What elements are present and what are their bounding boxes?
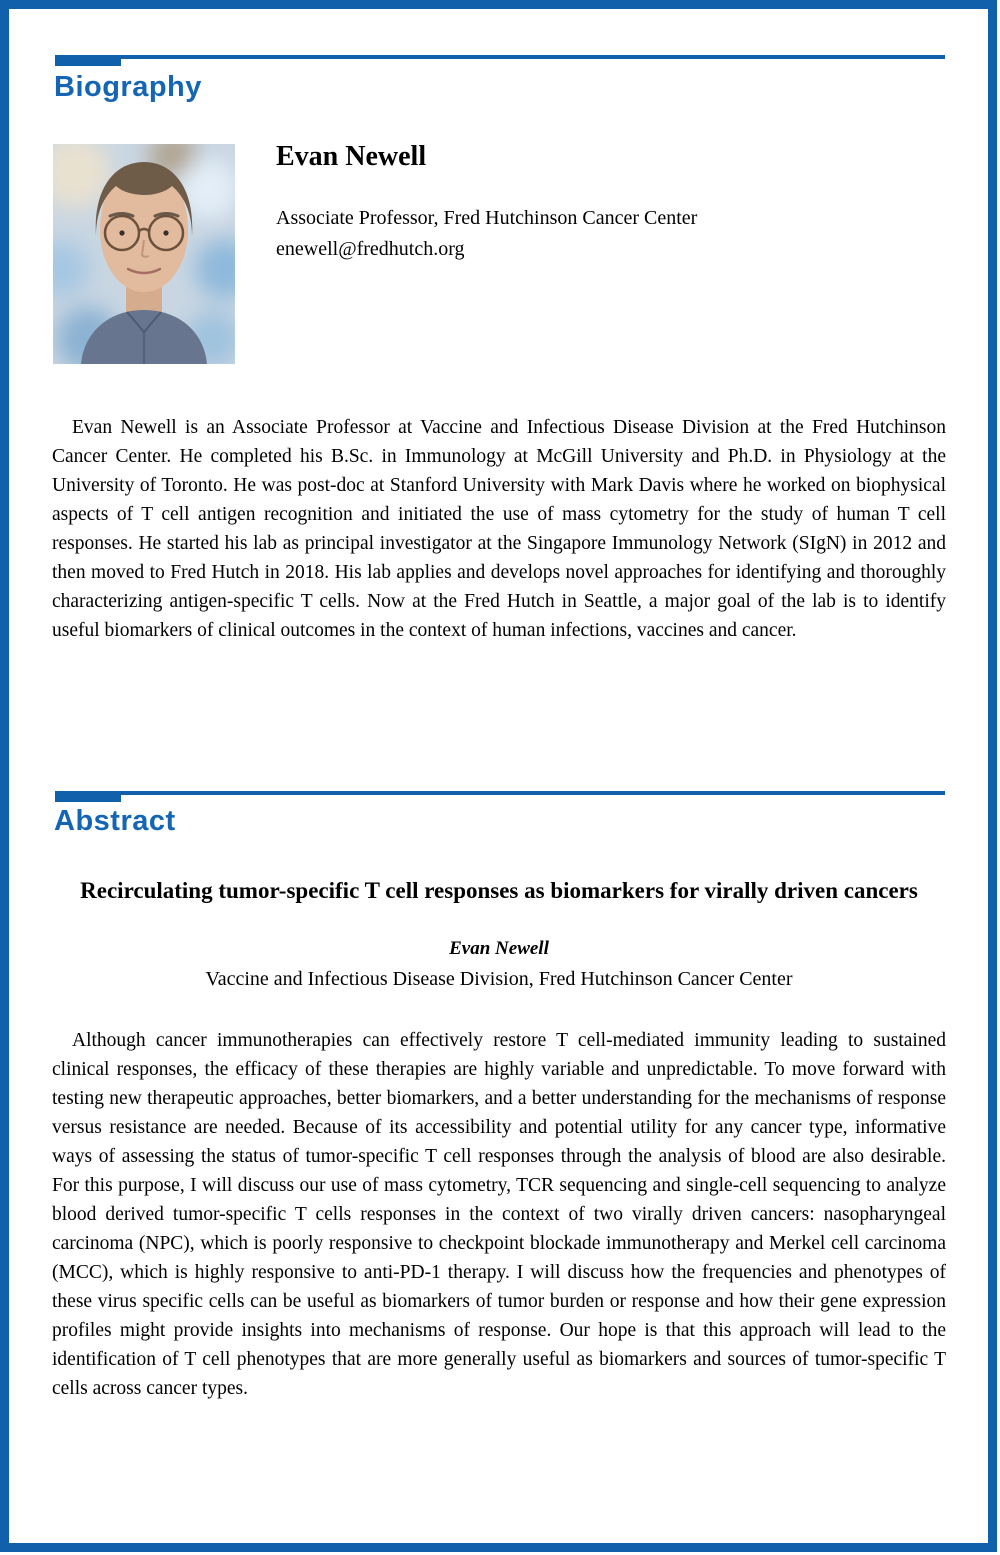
biography-text: Evan Newell is an Associate Professor at Vaccine and Infectious Disease Division at the Fred Hutchinson Cancer Center. He completed his B.Sc. in Immunology at McGill University and Ph.D. in Physiology at the University of Toronto. He was post-doc at Stanford University with Mark Davis where he worked on biophysical aspects of T cell antigen recognition and initiated the use of mass cytometry for the study of human T cell responses. He started his lab as principal investigator at the Singapore Immunology Network (SIgN) in 2012 and then moved to Fred Hutch in 2018. His lab applies and develops novel approaches for identifying and thoroughly characterizing antigen-specific T cells. Now at the Fred Hutch in Seattle, a major goal of the lab is to identify useful biomarkers of clinical outcomes in the context of human infections, vaccines and cancer. [52, 417, 946, 641]
rule-thin-segment [121, 55, 945, 59]
abstract-title: Recirculating tumor-specific T cell responses as biomarkers for virally driven cancers [80, 878, 918, 903]
abstract-affiliation: Vaccine and Infectious Disease Division, Fred Hutchinson Cancer Center [205, 968, 793, 990]
rule-thick-segment [55, 55, 121, 66]
person-title: Associate Professor, Fred Hutchinson Cancer Center [276, 206, 698, 229]
person-email: enewell@fredhutch.org [276, 237, 465, 260]
abstract-section-rule [55, 791, 945, 802]
person-name: Evan Newell [276, 141, 427, 172]
abstract-text: Although cancer immunotherapies can effectively restore T cell-mediated immunity leading to sustained clinical responses, the efficacy of these therapies are highly variable and unpredictable. To move forward with testing new therapeutic approaches, better biomarkers, and a better understanding for the mechanisms of response versus resistance are needed. Because of its accessibility and potential utility for any cancer type, informative ways of assessing the status of tumor-specific T cell responses through the analysis of blood are also desirable. For this purpose, I will discuss our use of mass cytometry, TCR sequencing and single-cell sequencing to analyze blood derived tumor-specific T cells responses in the context of two virally driven cancers: nasopharyngeal carcinoma (NPC), which is poorly responsive to checkpoint blockade immunotherapy and Merkel cell carcinoma (MCC), which is highly responsive to anti-PD-1 therapy. I will discuss how the frequencies and phenotypes of these virus specific cells can be useful as biomarkers of tumor burden or response and how their gene expression profiles might provide insights into mechanisms of response. Our hope is that this approach will lead to the identification of T cell phenotypes that are more generally useful as biomarkers and sources of tumor-specific T cells across cancer types. [52, 1030, 946, 1399]
portrait-photo [53, 144, 235, 364]
abstract-heading: Abstract [54, 805, 176, 837]
portrait-photo-illustration [53, 144, 235, 364]
biography-heading: Biography [54, 71, 202, 103]
abstract-author: Evan Newell [449, 938, 549, 959]
person-info-block [276, 142, 936, 265]
rule-thin-segment [121, 791, 945, 795]
biography-section-rule [55, 55, 945, 66]
rule-thick-segment [55, 791, 121, 802]
